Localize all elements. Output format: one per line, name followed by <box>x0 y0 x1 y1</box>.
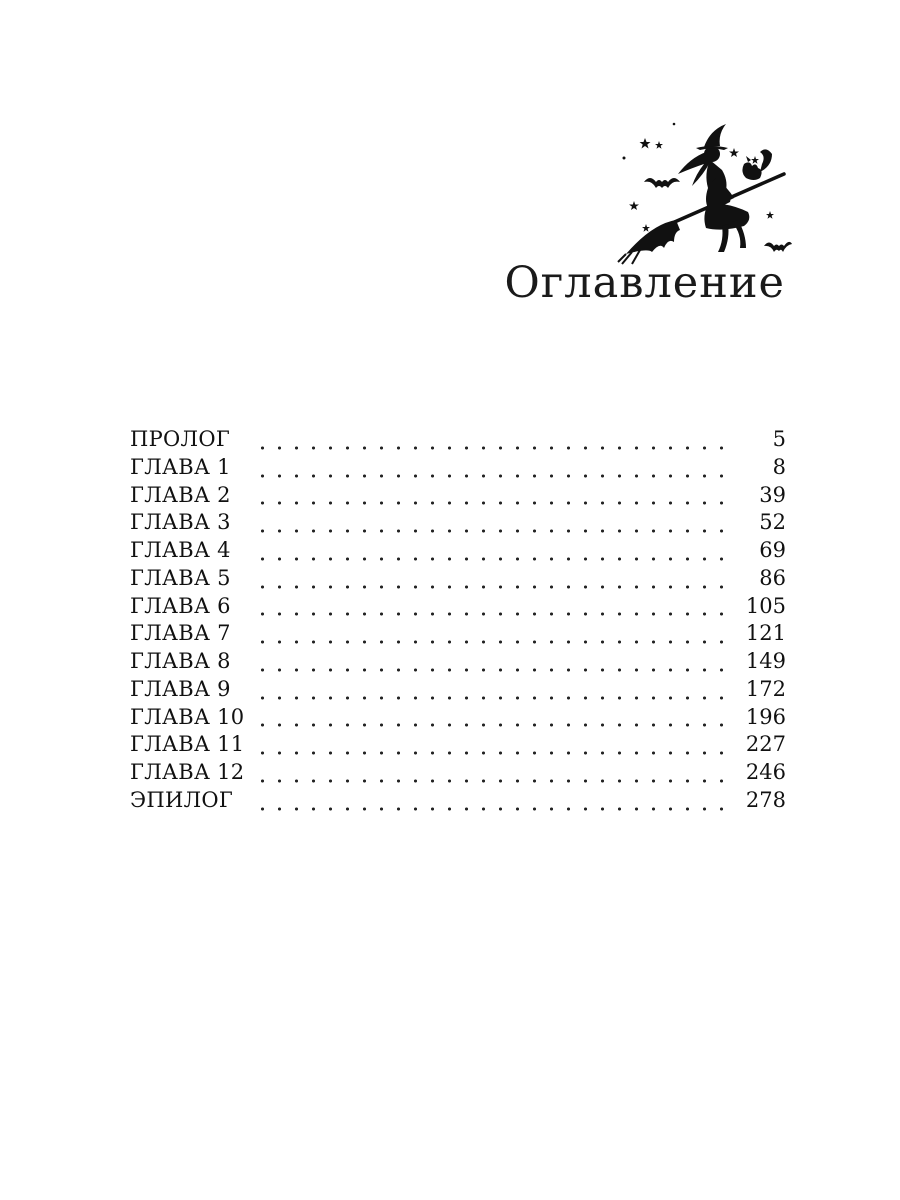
toc-entry-label: ГЛАВА 4 <box>130 538 231 562</box>
toc-entry-label: ГЛАВА 10 <box>130 704 245 729</box>
toc-entry <box>130 705 786 733</box>
dot-leader <box>254 501 728 505</box>
dot-leader <box>254 723 728 727</box>
toc-entry-label: ГЛАВА 8 <box>130 649 231 673</box>
table-of-contents <box>130 427 786 816</box>
toc-entry-label: ПРОЛОГ <box>130 427 231 451</box>
toc-entry-page-number: 227 <box>745 732 786 757</box>
toc-entry-page-number: 149 <box>745 649 786 673</box>
toc-entry <box>130 594 786 622</box>
dot-leader <box>254 474 728 478</box>
toc-entry <box>130 455 786 483</box>
toc-entry-label: ЭПИЛОГ <box>130 787 234 812</box>
toc-entry-label: ГЛАВА 5 <box>130 565 231 590</box>
dot-leader <box>254 446 728 450</box>
dot-leader <box>254 585 728 589</box>
toc-entry-label: ГЛАВА 11 <box>130 732 245 757</box>
dot-leader <box>254 640 728 644</box>
toc-entry-page-number: 246 <box>745 760 786 784</box>
toc-entry-page-number: 39 <box>759 482 786 507</box>
toc-entry-page-number: 69 <box>759 538 786 562</box>
toc-entry <box>130 483 786 511</box>
toc-entry-page-number: 52 <box>759 510 786 535</box>
toc-entry-page-number: 5 <box>772 427 786 451</box>
dot-leader <box>254 779 728 783</box>
toc-entry <box>130 621 786 649</box>
page-title: Оглавление <box>504 258 785 308</box>
toc-entry-label: ГЛАВА 12 <box>130 760 245 784</box>
toc-entry <box>130 677 786 705</box>
toc-entry <box>130 510 786 538</box>
toc-entry-page-number: 278 <box>745 787 786 812</box>
toc-entry-page-number: 172 <box>745 676 786 701</box>
toc-entry <box>130 732 786 760</box>
dot-leader <box>254 807 728 811</box>
dot-leader <box>254 557 728 561</box>
dot-leader <box>254 529 728 533</box>
toc-entry-label: ГЛАВА 9 <box>130 676 231 701</box>
dot-leader <box>254 751 728 755</box>
toc-entry <box>130 427 786 455</box>
dot-leader <box>254 696 728 700</box>
toc-entry-page-number: 196 <box>745 704 786 729</box>
toc-entry-page-number: 121 <box>745 621 786 646</box>
toc-entry-page-number: 105 <box>745 593 786 618</box>
toc-entry <box>130 649 786 677</box>
toc-entry <box>130 788 786 816</box>
dot-leader <box>254 612 728 616</box>
toc-entry-label: ГЛАВА 1 <box>130 454 231 479</box>
toc-entry-label: ГЛАВА 3 <box>130 510 231 535</box>
toc-entry-page-number: 8 <box>772 454 786 479</box>
toc-entry <box>130 566 786 594</box>
toc-entry-label: ГЛАВА 7 <box>130 621 231 646</box>
toc-entry <box>130 760 786 788</box>
toc-entry-label: ГЛАВА 6 <box>130 593 231 618</box>
witch-on-broom-icon <box>612 116 792 266</box>
toc-entry-page-number: 86 <box>759 565 786 590</box>
dot-leader <box>254 668 728 672</box>
toc-entry <box>130 538 786 566</box>
toc-entry-label: ГЛАВА 2 <box>130 482 231 507</box>
